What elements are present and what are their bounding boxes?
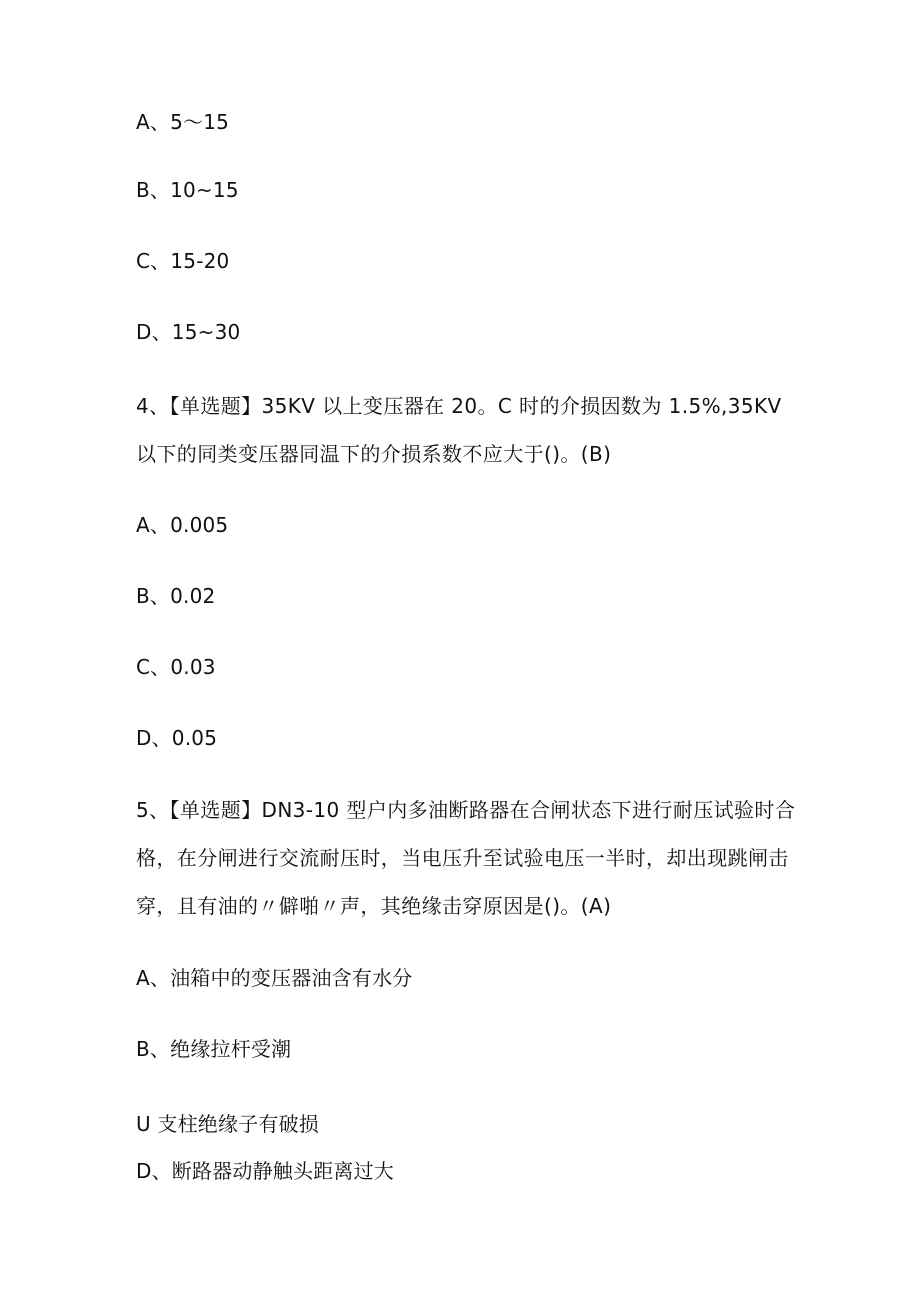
q3-option-b: B、10~15	[136, 178, 239, 202]
q4-stem-line-2: 以下的同类变压器同温下的介损系数不应大于()。(B)	[136, 442, 612, 466]
q4-stem-line-1: 4、【单选题】35KV 以上变压器在 20。C 时的介损因数为 1.5%,35KV	[136, 394, 782, 418]
q3-option-c: C、15-20	[136, 249, 230, 273]
q4-option-c: C、0.03	[136, 655, 216, 679]
q4-option-d: D、0.05	[136, 726, 218, 750]
q5-option-a: A、油箱中的变压器油含有水分	[136, 966, 413, 990]
q5-stem-line-1: 5、【单选题】DN3-10 型户内多油断路器在合闸状态下进行耐压试验时合	[136, 798, 796, 822]
q5-option-c: U 支柱绝缘子有破损	[136, 1112, 319, 1136]
q3-option-d: D、15~30	[136, 320, 241, 344]
q3-option-a: A、5～15	[136, 110, 230, 134]
q4-option-a: A、0.005	[136, 513, 229, 537]
q4-option-b: B、0.02	[136, 584, 216, 608]
q5-option-b: B、绝缘拉杆受潮	[136, 1037, 292, 1061]
q5-stem-line-2: 格，在分闸进行交流耐压时，当电压升至试验电压一半时，却出现跳闸击	[136, 846, 789, 870]
q5-option-d: D、断路器动静触头距离过大	[136, 1159, 395, 1183]
q5-stem-line-3: 穿，且有油的〃僻啪〃声，其绝缘击穿原因是()。(A)	[136, 894, 612, 918]
